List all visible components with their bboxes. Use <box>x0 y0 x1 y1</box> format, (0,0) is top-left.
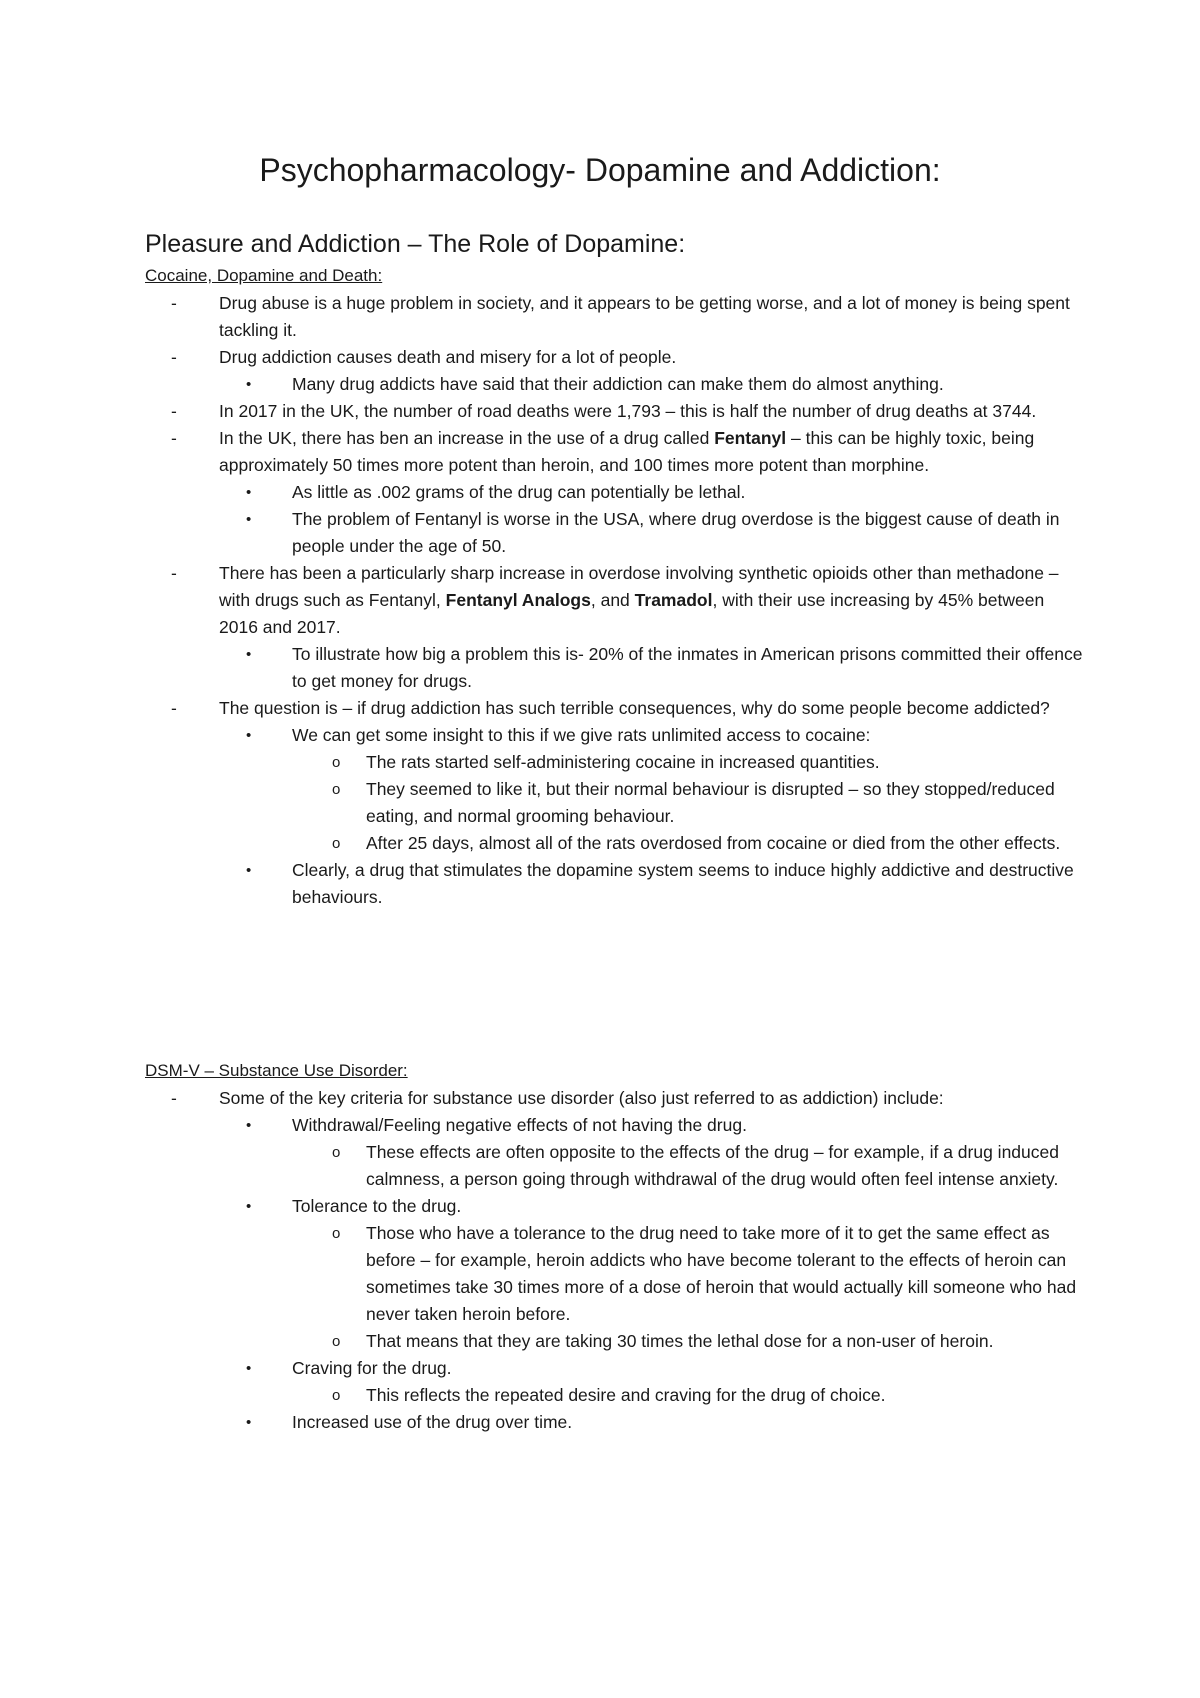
circle-marker: o <box>332 1225 341 1242</box>
list-item <box>145 1409 1085 1436</box>
text-run: After 25 days, almost all of the rats overdosed from cocaine or died from the other effects. <box>366 833 1061 853</box>
text-run: Those who have a tolerance to the drug need to take more of it to get the same effect as before – for example, heroin addicts who have become tolerant to the effects of heroin can sometimes take 30 times more of a dose of heroin that would actually kill someone who had never taken heroin before. <box>366 1223 1077 1324</box>
text-run: In the UK, there has ben an increase in the use of a drug called <box>219 428 715 448</box>
text-run: To illustrate how big a problem this is- 20% of the inmates in American prisons committed their offence to get money for drugs. <box>292 644 1083 691</box>
list-item-text <box>292 722 1085 749</box>
list-item-text <box>366 776 1085 830</box>
list-item <box>145 1193 1085 1220</box>
circle-marker: o <box>332 1333 341 1350</box>
text-run: Drug addiction causes death and misery for a lot of people. <box>219 347 677 367</box>
list-item-text <box>366 830 1085 857</box>
circle-marker: o <box>332 835 341 852</box>
bullet-marker: • <box>246 484 252 501</box>
list-item <box>145 830 1085 857</box>
list-item <box>145 857 1085 911</box>
bullet-marker: • <box>246 1117 252 1134</box>
list-item <box>145 776 1085 830</box>
list-item <box>145 749 1085 776</box>
list-item <box>145 695 1085 722</box>
text-run: Drug abuse is a huge problem in society, and it appears to be getting worse, and a lot of money is being spent tackling it. <box>219 293 1070 340</box>
list-item-text <box>292 1409 1085 1436</box>
section-heading: Pleasure and Addiction – The Role of Dopamine: <box>145 230 686 258</box>
list-item-text <box>292 371 1085 398</box>
text-run: Some of the key criteria for substance use disorder (also just referred to as addiction) include: <box>219 1088 944 1108</box>
text-run: Tolerance to the drug. <box>292 1196 462 1216</box>
list-item-text <box>292 641 1085 695</box>
list-item <box>145 1382 1085 1409</box>
list-item <box>145 641 1085 695</box>
list-item <box>145 1085 1085 1112</box>
text-run: We can get some insight to this if we give rats unlimited access to cocaine: <box>292 725 871 745</box>
list-item-text <box>366 1382 1085 1409</box>
list-item-text <box>366 749 1085 776</box>
text-run: Increased use of the drug over time. <box>292 1412 573 1432</box>
circle-marker: o <box>332 1387 341 1404</box>
list-item <box>145 1355 1085 1382</box>
bullet-marker: • <box>246 511 252 528</box>
dash-marker: - <box>171 347 177 367</box>
list-item <box>145 425 1085 479</box>
bullet-marker: • <box>246 727 252 744</box>
list-item <box>145 371 1085 398</box>
dash-marker: - <box>171 698 177 718</box>
list-item-text <box>292 1193 1085 1220</box>
list-item-text <box>366 1220 1085 1328</box>
text-run: , and <box>590 590 635 610</box>
list-item-text <box>219 1085 1085 1112</box>
text-run: Craving for the drug. <box>292 1358 452 1378</box>
list-item-text <box>292 1355 1085 1382</box>
list-item-text <box>219 695 1085 722</box>
list-item <box>145 290 1085 344</box>
text-run: As little as .002 grams of the drug can potentially be lethal. <box>292 482 746 502</box>
bold-term: Tramadol <box>634 590 713 610</box>
list-item-text <box>366 1328 1085 1355</box>
text-run: Withdrawal/Feeling negative effects of not having the drug. <box>292 1115 747 1135</box>
bullet-marker: • <box>246 646 252 663</box>
list-item-text <box>219 290 1085 344</box>
list-item-text <box>219 398 1085 425</box>
list-item <box>145 1112 1085 1139</box>
bullet-marker: • <box>246 1198 252 1215</box>
dash-marker: - <box>171 1088 177 1108</box>
list-item-text <box>219 344 1085 371</box>
list-item-text <box>219 425 1085 479</box>
list-item <box>145 398 1085 425</box>
list-item <box>145 479 1085 506</box>
circle-marker: o <box>332 754 341 771</box>
list-item-text <box>292 506 1085 560</box>
bullet-marker: • <box>246 1360 252 1377</box>
dash-marker: - <box>171 293 177 313</box>
text-run: That means that they are taking 30 times the lethal dose for a non-user of heroin. <box>366 1331 994 1351</box>
text-run: These effects are often opposite to the effects of the drug – for example, if a drug induced calmness, a person going through withdrawal of the drug would often feel intense anxiety. <box>366 1142 1059 1189</box>
list-item <box>145 1220 1085 1328</box>
bullet-marker: • <box>246 1414 252 1431</box>
text-run: In 2017 in the UK, the number of road deaths were 1,793 – this is half the number of drug deaths at 3744. <box>219 401 1037 421</box>
subsection-heading-cocaine: Cocaine, Dopamine and Death: <box>145 266 383 285</box>
list-item <box>145 560 1085 641</box>
text-run: , with their use increasing by 45% between 2016 and 2017. <box>219 590 1045 637</box>
text-run: The rats started self-administering cocaine in increased quantities. <box>366 752 880 772</box>
text-run: The question is – if drug addiction has such terrible consequences, why do some people become addicted? <box>219 698 1050 718</box>
list-item-text <box>219 560 1085 641</box>
bullet-marker: • <box>246 862 252 879</box>
text-run: Clearly, a drug that stimulates the dopamine system seems to induce highly addictive and destructive behaviours. <box>292 860 1074 907</box>
text-run: There has been a particularly sharp increase in overdose involving synthetic opioids other than methadone – with drugs such as Fentanyl, <box>219 563 1059 610</box>
dash-marker: - <box>171 401 177 421</box>
list-item-text <box>292 1112 1085 1139</box>
list-item-text <box>292 857 1085 911</box>
dash-marker: - <box>171 563 177 583</box>
text-run: This reflects the repeated desire and craving for the drug of choice. <box>366 1385 886 1405</box>
bold-term: Fentanyl Analogs <box>445 590 591 610</box>
list-item <box>145 344 1085 371</box>
list-item <box>145 722 1085 749</box>
text-run: The problem of Fentanyl is worse in the USA, where drug overdose is the biggest cause of death in people under the age of 50. <box>292 509 1060 556</box>
list-item-text <box>292 479 1085 506</box>
text-run: – this can be highly toxic, being approximately 50 times more potent than heroin, and 100 times more potent than morphine. <box>219 428 1035 475</box>
text-run: They seemed to like it, but their normal behaviour is disrupted – so they stopped/reduced eating, and normal grooming behaviour. <box>366 779 1055 826</box>
text-run: Many drug addicts have said that their addiction can make them do almost anything. <box>292 374 944 394</box>
circle-marker: o <box>332 1144 341 1161</box>
subsection-heading-dsm: DSM-V – Substance Use Disorder: <box>145 1061 408 1080</box>
list-item <box>145 1328 1085 1355</box>
list-item <box>145 1139 1085 1193</box>
dash-marker: - <box>171 428 177 448</box>
list-item <box>145 506 1085 560</box>
bullet-marker: • <box>246 376 252 393</box>
document-title: Psychopharmacology- Dopamine and Addiction: <box>259 152 941 188</box>
circle-marker: o <box>332 781 341 798</box>
list-item-text <box>366 1139 1085 1193</box>
bold-term: Fentanyl <box>714 428 787 448</box>
cocaine-notes-list <box>145 290 1085 911</box>
dsm-notes-list <box>145 1085 1085 1436</box>
